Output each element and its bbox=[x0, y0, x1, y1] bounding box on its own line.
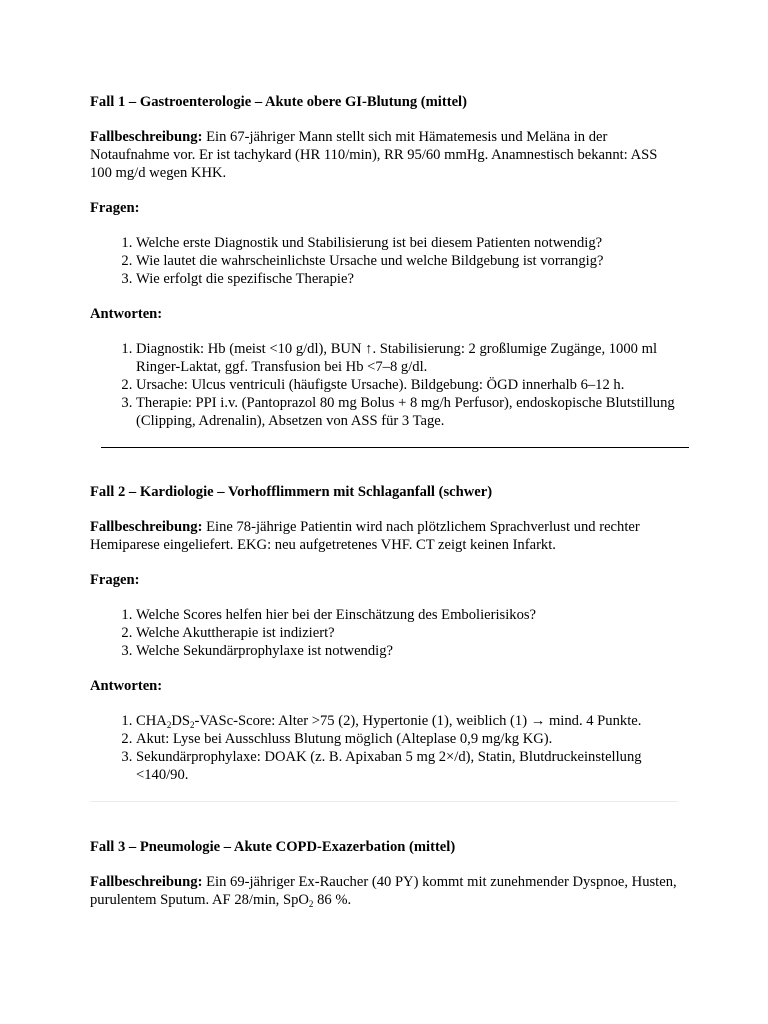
score-subscript-a: 2 bbox=[166, 720, 172, 730]
case-3-title: Fall 3 – Pneumologie – Akute COPD-Exazerbation (mittel) bbox=[90, 839, 456, 855]
score-name-part-a: CHA bbox=[136, 713, 167, 729]
score-subscript-b: 2 bbox=[189, 720, 195, 730]
case-2-answer-1 bbox=[136, 712, 678, 730]
case-3-description bbox=[90, 873, 678, 909]
case-2-question-3: 3. Welche Sekundärprophylaxe ist notwendig? bbox=[136, 642, 678, 660]
case-3-description-text: Ein 69-jähriger Ex-Raucher (40 PY) kommt mit zunehmender Dyspnoe, Husten, purulentem Sputum. AF 28/min, SpO bbox=[90, 874, 677, 908]
spo2-subscript: 2 bbox=[308, 899, 314, 909]
case-1-questions-list bbox=[90, 234, 678, 288]
case-2-question-2: 2. Welche Akuttherapie ist indiziert? bbox=[136, 624, 678, 642]
case-1-answer-3: 3. Therapie: PPI i.v. (Pantoprazol 80 mg Bolus + 8 mg/h Perfusor), endoskopische Blutstillung (Clipping, Adrenalin), Absetzen von ASS für 3 Tage. bbox=[136, 394, 678, 430]
case-1-description bbox=[90, 128, 678, 182]
case-1-question-1: 1. Welche erste Diagnostik und Stabilisierung ist bei diesem Patienten notwendig? bbox=[136, 234, 678, 252]
case-2-description-label: Fallbeschreibung: bbox=[90, 519, 203, 535]
case-2-title: Fall 2 – Kardiologie – Vorhofflimmern mit Schlaganfall (schwer) bbox=[90, 484, 493, 500]
case-1-questions-heading: Fragen: bbox=[90, 200, 140, 216]
case-1-answers-heading: Antworten: bbox=[90, 306, 163, 322]
case-2-answer-2: 2. Akut: Lyse bei Ausschluss Blutung möglich (Alteplase 0,9 mg/kg KG). bbox=[136, 730, 678, 748]
case-2-questions-heading: Fragen: bbox=[90, 572, 140, 588]
case-2-answer-3: 3. Sekundärprophylaxe: DOAK (z. B. Apixaban 5 mg 2×/d), Statin, Blutdruckeinstellung <140/90. bbox=[136, 748, 678, 784]
case-3-description-label: Fallbeschreibung: bbox=[90, 874, 203, 890]
case-1-question-2: 2. Wie lautet die wahrscheinlichste Ursache und welche Bildgebung ist vorrangig? bbox=[136, 252, 678, 270]
score-name-part-b: DS bbox=[171, 713, 190, 729]
case-2-description-text: Eine 78-jährige Patientin wird nach plötzlichem Sprachverlust und rechter Hemiparese eingeliefert. EKG: neu aufgetretenes VHF. CT zeigt keinen Infarkt. bbox=[90, 519, 640, 553]
case-2-answers-heading: Antworten: bbox=[90, 678, 163, 694]
case-1-title: Fall 1 – Gastroenterologie – Akute obere GI-Blutung (mittel) bbox=[90, 94, 467, 110]
case-1-description-label: Fallbeschreibung: bbox=[90, 129, 203, 145]
case-2-question-1: 1. Welche Scores helfen hier bei der Einschätzung des Embolierisikos? bbox=[136, 606, 678, 624]
case-2-answers-list bbox=[90, 712, 678, 784]
case-1-answers-list bbox=[90, 340, 678, 430]
case-1-answer-1: 1. Diagnostik: Hb (meist <10 g/dl), BUN ↑. Stabilisierung: 2 großlumige Zugänge, 1000 ml Ringer-Laktat, ggf. Transfusion bei Hb <7–8 g/dl. bbox=[136, 340, 678, 376]
case-1 bbox=[90, 93, 678, 430]
case-1-question-3: 3. Wie erfolgt die spezifische Therapie? bbox=[136, 270, 678, 288]
score-description: -VASc-Score: Alter >75 (2), Hypertonie (1), weiblich (1) → mind. 4 Punkte. bbox=[194, 713, 642, 729]
case-1-answer-2: 2. Ursache: Ulcus ventriculi (häufigste Ursache). Bildgebung: ÖGD innerhalb 6–12 h. bbox=[136, 376, 678, 394]
case-2-description bbox=[90, 518, 678, 554]
case-1-description-text: Ein 67-jähriger Mann stellt sich mit Hämatemesis und Meläna in der Notaufnahme vor. Er ist tachykard (HR 110/min), RR 95/60 mmHg. Anamnestisch bekannt: ASS 100 mg/d wegen KHK. bbox=[90, 129, 658, 181]
case-2 bbox=[90, 483, 678, 784]
case-2-questions-list bbox=[90, 606, 678, 660]
case-3-description-end: 86 %. bbox=[313, 892, 352, 908]
case-3 bbox=[90, 838, 678, 909]
